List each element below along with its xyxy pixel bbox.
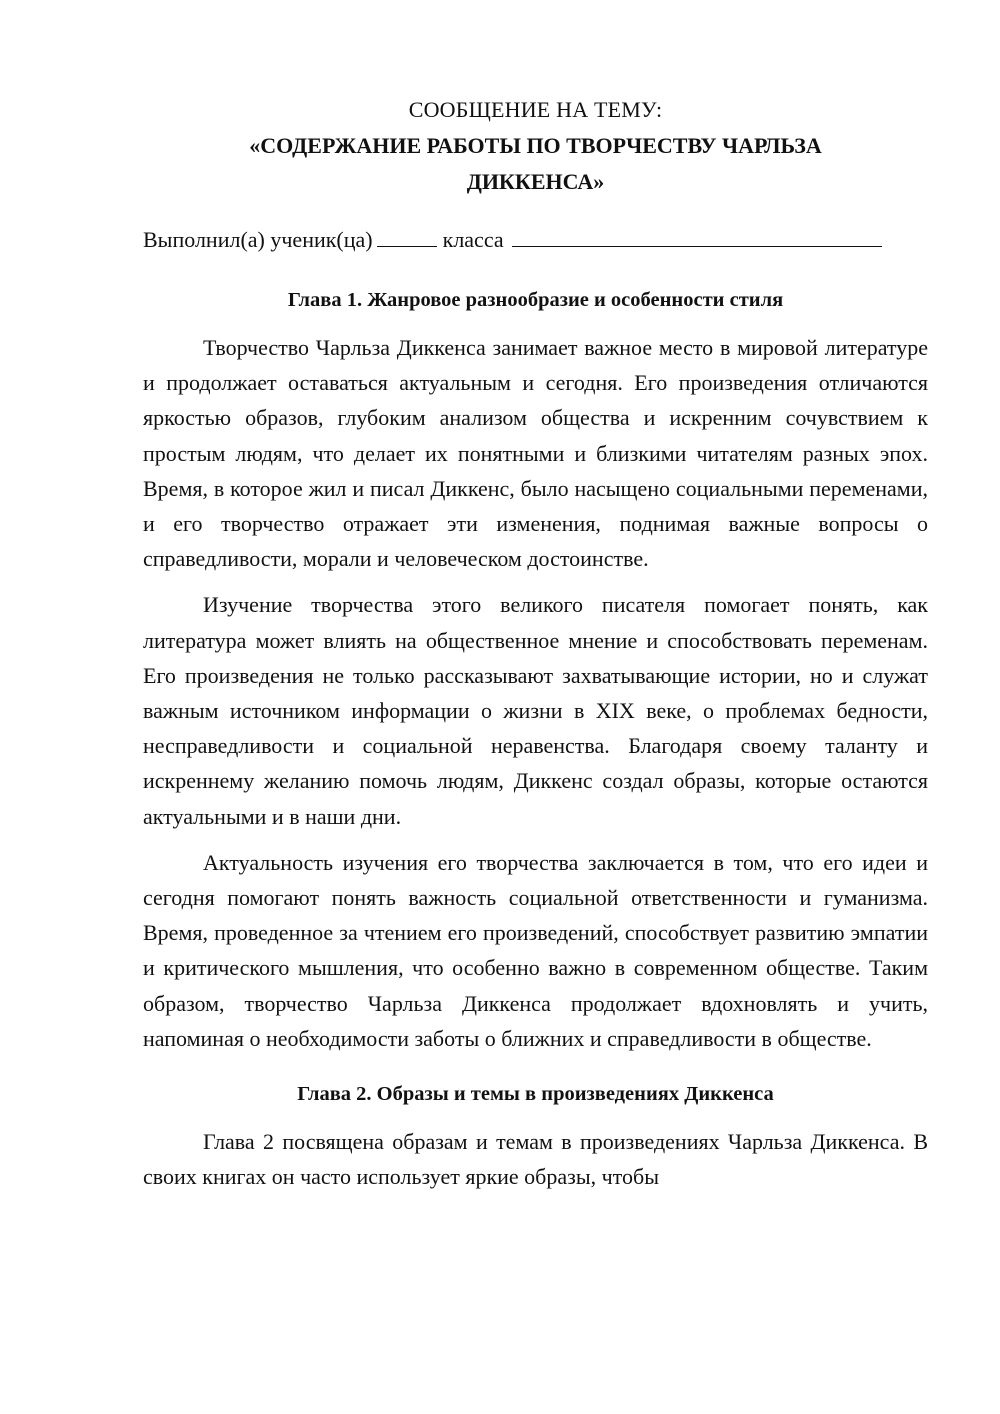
chapter-1-paragraph-3: Актуальность изучения его творчества заключается в том, что его идеи и сегодня помогают понять важность социальной ответственности и гуманизма. Время, проведенное за чтением его произведений, способствует развитию эмпатии и критического мышления, что особенно важно в современном обществе. Таким образом, творчество Чарльза Диккенса продолжает вдохновлять и учить, напоминая о необходимости заботы о ближних и справедливости в обществе. [143,849,928,1051]
chapter-2-paragraph-1: Глава 2 посвящена образам и темам в произведениях Чарльза Диккенса. В своих книгах он часто использует яркие образы, чтобы [143,1129,928,1190]
chapter-2-heading: Глава 2. Образы и темы в произведениях Диккенса [297,1083,774,1106]
chapter-1-heading: Глава 1. Жанровое разнообразие и особенности стиля [287,289,784,311]
document-title-line-2: ДИККЕНСА» [466,169,605,194]
byline-middle: класса [442,227,504,252]
class-blank-line [512,224,882,247]
document-title-line-1: «СОДЕРЖАНИЕ РАБОТЫ ПО ТВОРЧЕСТВУ ЧАРЛЬЗА [249,133,822,158]
byline [143,222,928,258]
document-page [143,92,928,1205]
grade-blank-line [377,224,437,247]
document-label: СООБЩЕНИЕ НА ТЕМУ: [408,97,663,122]
chapter-1-paragraph-2: Изучение творчества этого великого писателя помогает понять, как литература может влиять на общественное мнение и способствовать переменам. Его произведения не только рассказывают захватывающие истории, но и служат важным источником информации о жизни в XIX веке, о проблемах бедности, несправедливости и социальной неравенства. Благодаря своему таланту и искреннему желанию помочь людям, Диккенс создал образы, которые остаются актуальными и в наши дни. [143,592,928,829]
chapter-1-paragraph-1: Творчество Чарльза Диккенса занимает важное место в мировой литературе и продолжает оставаться актуальным и сегодня. Его произведения отличаются яркостью образов, глубоким анализом общества и искренним сочувствием к простым людям, что делает их понятными и близкими читателям разных эпох. Время, в которое жил и писал Диккенс, было насыщено социальными переменами, и его творчество отражает эти изменения, поднимая важные вопросы о справедливости, морали и человеческом достоинстве. [143,335,928,572]
byline-prefix: Выполнил(а) ученик(ца) [143,227,373,252]
